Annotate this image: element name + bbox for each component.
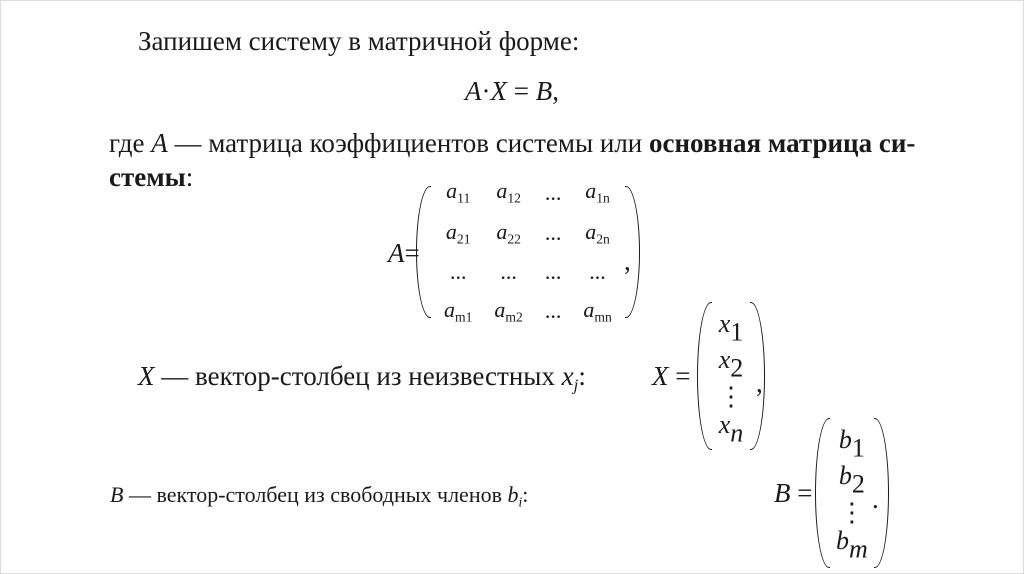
vector-x-item <box>719 346 744 382</box>
x-desc-var: x <box>561 361 574 391</box>
matrix-a-cell <box>483 291 533 331</box>
matrix-a-cell-sub: m2 <box>505 309 523 325</box>
vector-x-item <box>719 411 744 447</box>
matrix-a-cell-base: a <box>583 297 595 323</box>
vector-b-item-sub: 2 <box>851 469 865 499</box>
vector-x <box>697 302 765 450</box>
vector-x-item-base: x <box>718 409 731 439</box>
where-bold-2: стемы <box>109 162 186 192</box>
matrix-a-cell <box>534 213 573 253</box>
vector-b-item-base: b <box>838 425 852 454</box>
vector-b-item <box>839 426 865 462</box>
b-desc-var: b <box>507 482 519 507</box>
b-desc-text: — вектор-столбец из свободных членов <box>123 482 508 507</box>
eq-dot: · <box>481 76 491 106</box>
matrix-a-cell-base: ... <box>589 259 606 285</box>
matrix-a-cell-base: a <box>496 218 508 244</box>
matrix-a-left-paren <box>416 186 431 318</box>
vector-x-item-sub: 2 <box>730 353 744 383</box>
b-desc-colon: : <box>522 482 529 507</box>
matrix-a-label: A <box>388 238 405 268</box>
matrix-a-cell-base: a <box>496 178 508 204</box>
matrix-a-table <box>433 172 623 331</box>
vector-x-left-paren <box>697 302 712 450</box>
intro-text: Запишем систему в матричной форме: <box>138 26 580 56</box>
eq-x: X <box>490 76 507 106</box>
matrix-a-cell <box>572 253 622 291</box>
x-description <box>138 361 586 395</box>
vector-b-equals: = <box>797 478 813 508</box>
where-a: A <box>151 128 168 158</box>
b-desc-b: B <box>110 482 124 507</box>
matrix-a-cell <box>483 213 533 253</box>
vector-x-item <box>718 383 744 411</box>
matrix-a-row <box>433 213 623 253</box>
matrix-a-comma: , <box>624 246 631 276</box>
where-line-2 <box>109 162 193 193</box>
vector-x-item-base: x <box>718 345 731 375</box>
matrix-a-cell-sub: 2n <box>596 231 610 247</box>
matrix-a-cell <box>433 291 483 331</box>
x-desc-text: — вектор-столбец из неизвестных <box>154 361 562 391</box>
vector-b-lhs <box>774 478 812 509</box>
matrix-a-cell <box>534 172 573 212</box>
vector-x-label: X <box>652 361 669 391</box>
matrix-a-cell-base: ... <box>544 259 562 285</box>
matrix-a-cell <box>534 291 573 331</box>
vector-x-lhs <box>652 361 690 392</box>
matrix-a-cell-sub: 12 <box>507 190 521 206</box>
matrix-a-cell-base: ... <box>449 259 467 285</box>
matrix-a-row <box>433 253 623 291</box>
vector-x-item-base: ⋮ <box>718 381 744 411</box>
matrix-a-cell-base: ... <box>544 179 562 205</box>
matrix-a-cell <box>572 213 622 253</box>
vector-b-left-paren <box>815 418 830 568</box>
matrix-a-cell <box>433 172 483 212</box>
matrix-a-cell-base: a <box>444 297 455 323</box>
where-bold-1: основная матрица си- <box>649 128 916 158</box>
vector-x-item <box>719 310 744 346</box>
matrix-a-cell-base: a <box>494 297 506 323</box>
matrix-a-cell-sub: m1 <box>455 309 473 325</box>
vector-x-item-base: x <box>718 309 731 338</box>
matrix-a-cell-base: a <box>585 218 597 244</box>
vector-x-column <box>712 302 750 450</box>
matrix-a-cell-base: a <box>446 178 458 204</box>
eq-b: B <box>535 76 553 106</box>
matrix-a-cell-base: ... <box>500 259 517 285</box>
matrix-a-cell <box>572 291 622 331</box>
where-prefix: где <box>109 128 152 158</box>
x-desc-colon: : <box>578 361 586 391</box>
vector-b-item-base: b <box>836 525 849 555</box>
x-desc-sub: j <box>573 375 579 395</box>
vector-x-equals: = <box>675 361 691 391</box>
vector-b-item <box>839 499 865 527</box>
vector-x-item-sub: n <box>730 417 744 447</box>
vector-b-period: . <box>872 484 879 514</box>
x-desc-x: X <box>138 361 155 391</box>
where-colon: : <box>185 162 194 192</box>
eq-a: A <box>465 76 482 106</box>
matrix-a-cell-sub: 21 <box>456 231 471 247</box>
b-description <box>110 482 528 510</box>
matrix-a-cell <box>433 253 483 291</box>
eq-comma: , <box>552 76 559 106</box>
where-line-1 <box>109 128 915 159</box>
matrix-a-cell-base: a <box>585 178 597 204</box>
matrix-a-row <box>433 172 623 212</box>
matrix-equation <box>465 76 559 107</box>
matrix-a <box>416 178 640 325</box>
vector-b-column <box>830 418 874 568</box>
matrix-a-cell-base: a <box>445 218 457 244</box>
vector-x-comma: , <box>756 368 763 398</box>
vector-b-item-sub: 1 <box>851 433 865 463</box>
matrix-a-row <box>433 291 623 331</box>
matrix-a-cell-base: ... <box>544 298 562 324</box>
matrix-a-cell-sub: 22 <box>507 231 521 247</box>
vector-b-item <box>839 462 865 498</box>
vector-b-item-sub: m <box>849 533 868 563</box>
where-middle: — матрица коэффициентов системы или <box>167 128 650 158</box>
matrix-a-equals: = <box>404 238 420 268</box>
vector-b-label: B <box>774 478 791 508</box>
eq-equals: = <box>513 76 529 106</box>
matrix-a-cell <box>572 172 622 212</box>
b-desc-sub: i <box>518 494 523 510</box>
matrix-a-cell <box>483 172 533 212</box>
matrix-a-lhs <box>388 238 420 269</box>
vector-b-item <box>836 527 868 563</box>
matrix-a-cell-sub: 1n <box>596 190 610 206</box>
matrix-a-cell <box>534 253 573 291</box>
vector-b-item-base: b <box>838 461 852 491</box>
vector-x-item-sub: 1 <box>730 317 744 347</box>
matrix-a-cell <box>483 253 533 291</box>
matrix-a-cell <box>433 213 483 253</box>
matrix-a-cell-base: ... <box>544 220 562 245</box>
vector-b-item-base: ⋮ <box>838 497 865 527</box>
matrix-a-cell-sub: mn <box>594 309 612 325</box>
matrix-a-cell-sub: 11 <box>457 190 471 206</box>
